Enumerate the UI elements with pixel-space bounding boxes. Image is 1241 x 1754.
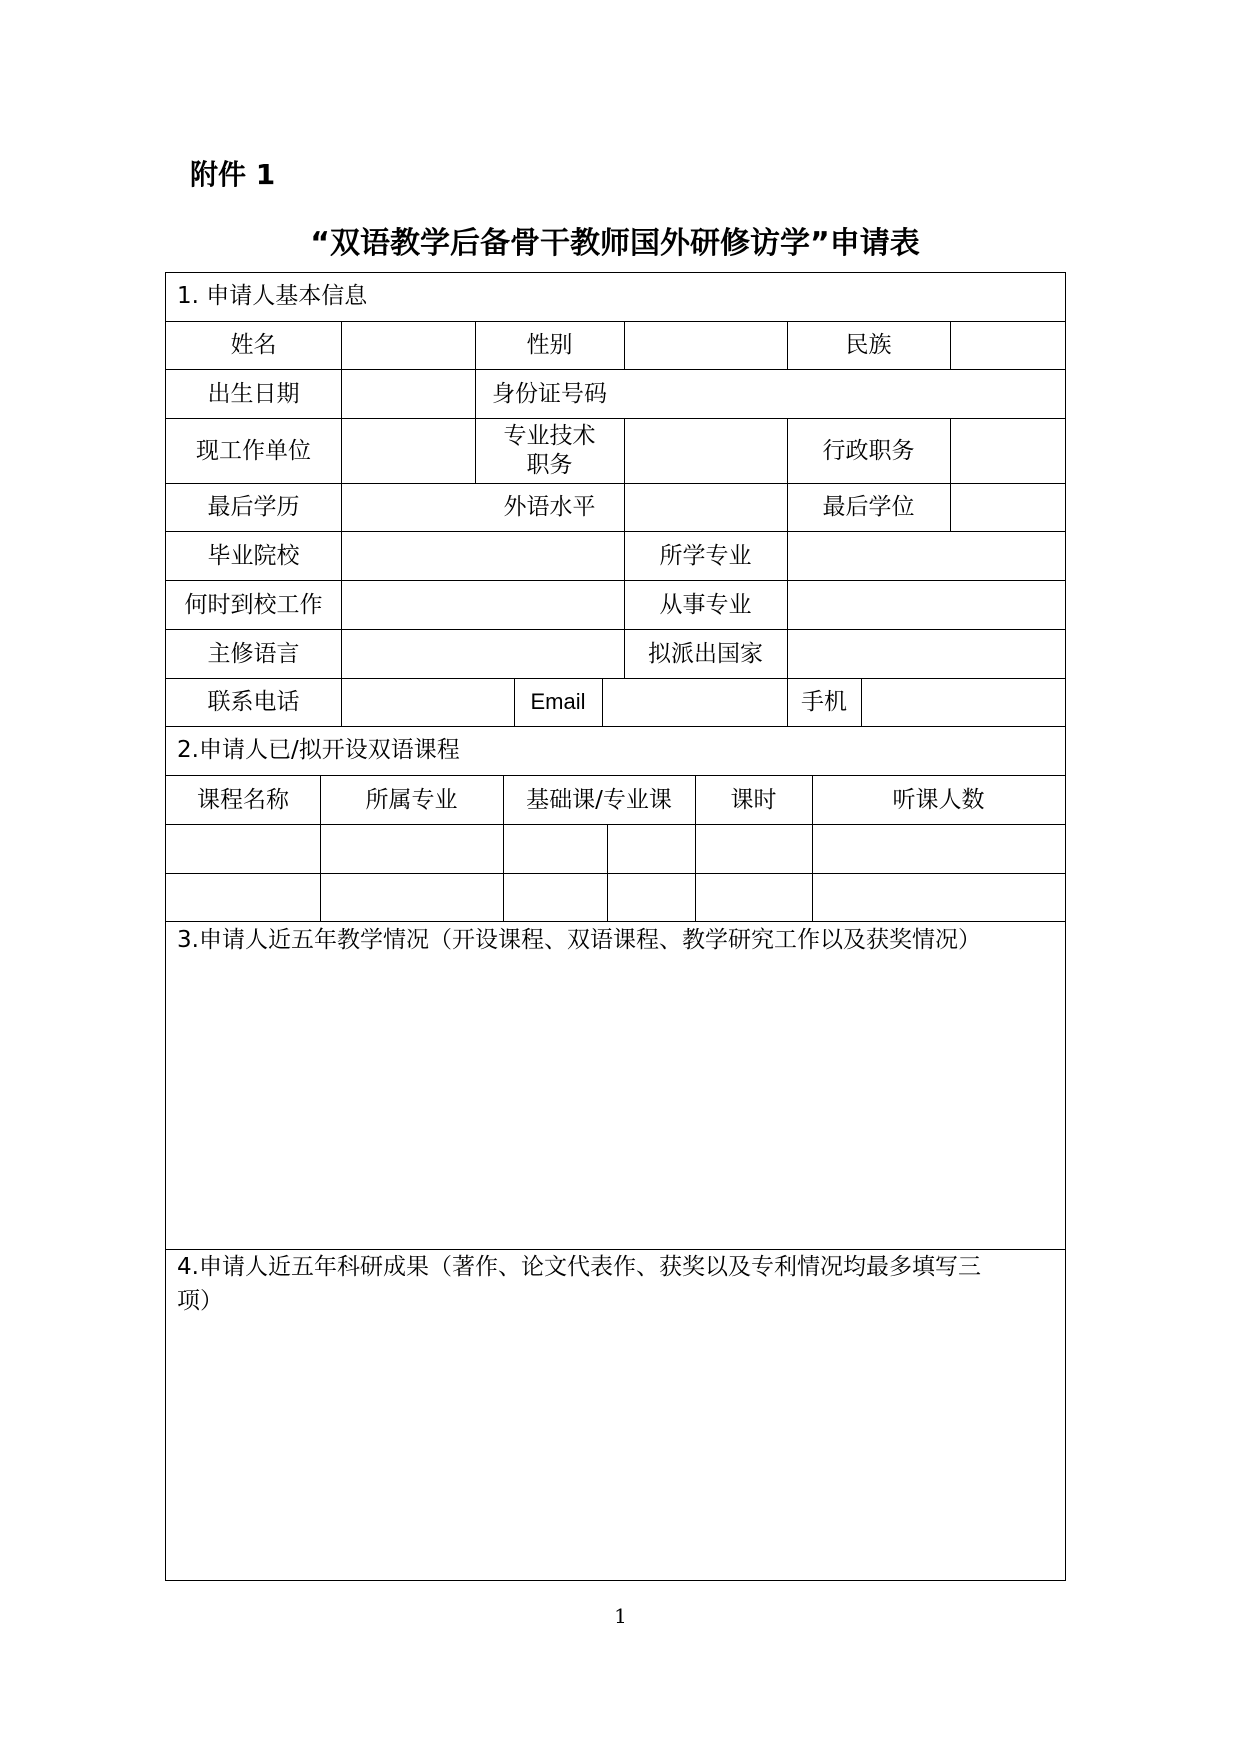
id-number-field[interactable] (625, 370, 1065, 418)
label-ethnicity: 民族 (845, 332, 892, 358)
graduate-school-field[interactable] (342, 532, 624, 580)
col-audience-size: 听课人数 (892, 786, 985, 813)
section-4-heading-line2: 项） (177, 1288, 223, 1314)
label-current-field: 从事专业 (659, 591, 752, 618)
foreign-language-field[interactable] (625, 484, 787, 531)
label-professional-title-line2: 职务 (526, 451, 573, 478)
label-work-unit: 现工作单位 (196, 437, 311, 464)
education-field[interactable] (342, 484, 474, 531)
name-field[interactable] (342, 322, 474, 369)
col-course-type: 基础课/专业课 (526, 786, 672, 813)
admin-position-field[interactable] (951, 419, 1065, 483)
col-course-name: 课程名称 (197, 786, 289, 813)
section-1-heading: 1. 申请人基本信息 (177, 283, 368, 309)
label-graduate-school: 毕业院校 (207, 542, 300, 569)
section-3-heading: 3.申请人近五年教学情况（开设课程、双语课程、教学研究工作以及获奖情况） (177, 927, 981, 953)
professional-title-field[interactable] (625, 419, 787, 483)
section-4-heading-line1: 4.申请人近五年科研成果（著作、论文代表作、获奖以及专利情况均最多填写三 (177, 1254, 981, 1280)
degree-field[interactable] (951, 484, 1065, 531)
label-phone: 联系电话 (207, 689, 300, 715)
col-class-hours: 课时 (730, 786, 777, 813)
mobile-field[interactable] (862, 679, 1065, 726)
label-mobile: 手机 (801, 689, 847, 715)
birth-date-field[interactable] (342, 370, 474, 418)
main-language-field[interactable] (342, 630, 624, 678)
label-professional-title (475, 418, 624, 483)
work-unit-field[interactable] (342, 419, 474, 483)
label-birth-date: 出生日期 (207, 380, 300, 407)
page-number: 1 (614, 1604, 627, 1628)
col-major: 所属专业 (365, 786, 458, 813)
gender-field[interactable] (625, 322, 787, 369)
current-field-input[interactable] (788, 581, 1065, 629)
label-target-country: 拟派出国家 (648, 640, 763, 667)
email-field[interactable] (603, 679, 787, 726)
label-education: 最后学历 (207, 494, 300, 520)
label-foreign-language: 外语水平 (503, 494, 596, 520)
course-row[interactable] (166, 874, 1065, 921)
label-name: 姓名 (230, 332, 277, 358)
label-major-studied: 所学专业 (659, 542, 752, 569)
teaching-experience-textarea[interactable] (166, 963, 1065, 1249)
course-row[interactable] (166, 825, 1065, 873)
label-admin-position: 行政职务 (822, 437, 915, 464)
phone-field[interactable] (342, 679, 514, 726)
attachment-label: 附件 1 (190, 158, 276, 191)
form-title: “双语教学后备骨干教师国外研修访学”申请表 (310, 226, 920, 261)
target-country-field[interactable] (788, 630, 1065, 678)
label-professional-title-line1: 专业技术 (503, 422, 596, 449)
section-2-heading: 2.申请人已/拟开设双语课程 (177, 737, 460, 763)
major-studied-field[interactable] (788, 532, 1065, 580)
label-id-number: 身份证号码 (492, 380, 607, 407)
section-4-heading (177, 1250, 981, 1318)
label-gender: 性别 (526, 332, 573, 358)
application-form-table (165, 272, 1066, 1581)
label-email: Email (530, 689, 586, 714)
label-degree: 最后学位 (822, 494, 915, 520)
research-achievements-textarea[interactable] (166, 1323, 1065, 1579)
label-join-date: 何时到校工作 (184, 591, 323, 618)
join-date-field[interactable] (342, 581, 624, 629)
label-main-language: 主修语言 (207, 640, 300, 667)
ethnicity-field[interactable] (951, 322, 1065, 369)
